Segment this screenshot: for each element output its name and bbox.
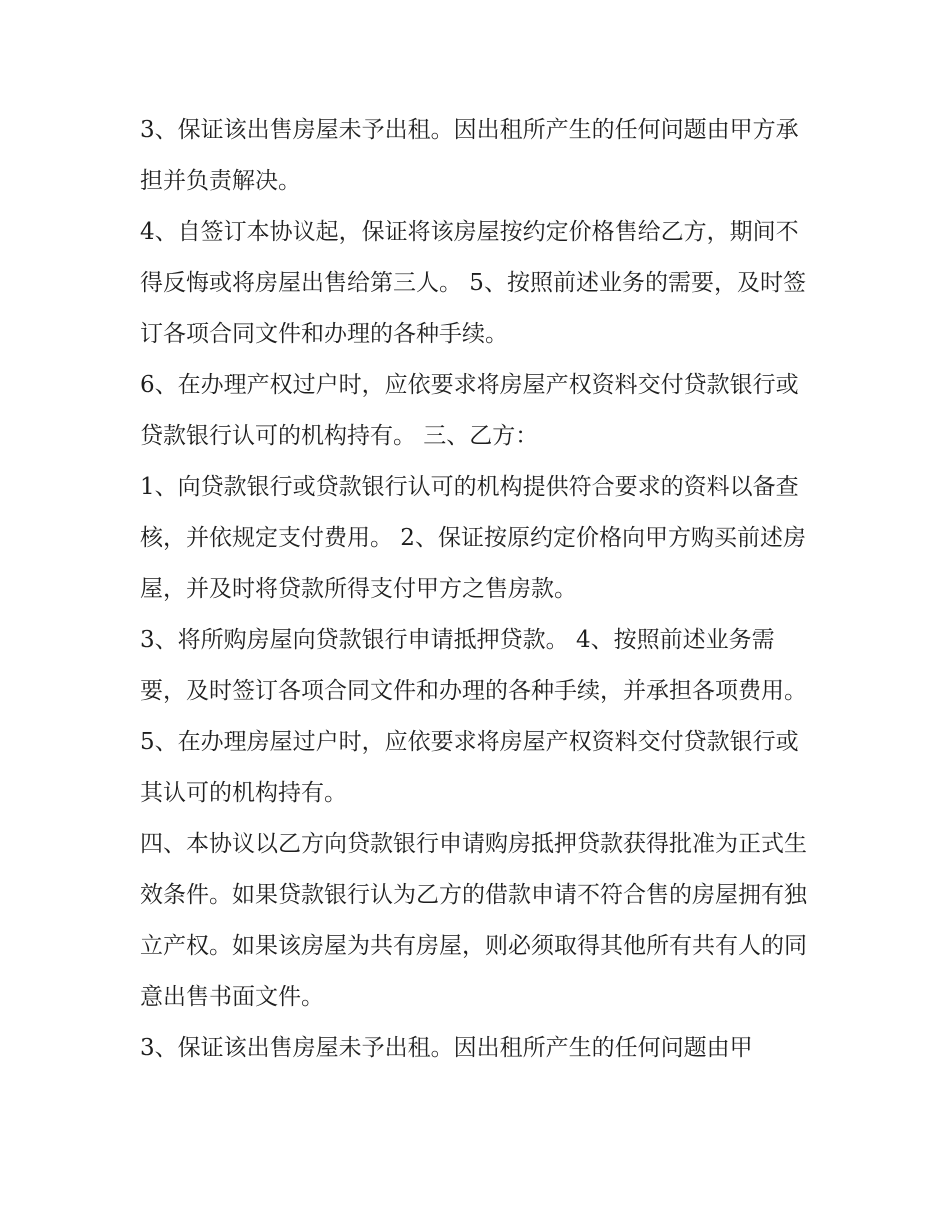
paragraph-title-transfer: 6、在办理产权过户时，应依要求将房屋产权资料交付贷款银行或贷款银行认可的机构持有。 三、乙方： bbox=[140, 372, 799, 449]
paragraph-effective-condition: 四、本协议以乙方向贷款银行申请购房抵押贷款获得批准为正式生效条件。如果贷款银行认为乙方的借款申请不符合售的房屋拥有独立产权。如果该房屋为共有房屋，则必须取得其他所有共有人的同意出售书面文件。 bbox=[140, 831, 807, 1010]
paragraph-buyer-transfer: 5、在办理房屋过户时，应依要求将房屋产权资料交付贷款银行或其认可的机构持有。 bbox=[140, 729, 799, 806]
document-body bbox=[140, 105, 820, 1074]
paragraph-mortgage-application: 3、将所购房屋向贷款银行申请抵押贷款。 4、按照前述业务需要，及时签订各项合同文件和办理的各种手续，并承担各项费用。 bbox=[140, 627, 807, 704]
paragraph-buyer-documents: 1、向贷款银行或贷款银行认可的机构提供符合要求的资料以备查核，并依规定支付费用。 2、保证按原约定价格向甲方购买前述房屋，并及时将贷款所得支付甲方之售房款。 bbox=[140, 474, 806, 602]
paragraph-price-commitment: 4、自签订本协议起，保证将该房屋按约定价格售给乙方，期间不得反悔或将房屋出售给第三人。 5、按照前述业务的需要，及时签订各项合同文件和办理的各种手续。 bbox=[140, 219, 806, 347]
paragraph-landlord-no-lease: 3、保证该出售房屋未予出租。因出租所产生的任何问题由甲方承担并负责解决。 bbox=[140, 117, 799, 194]
paragraph-repeated-no-lease: 3、保证该出售房屋未予出租。因出租所产生的任何问题由甲 bbox=[140, 1035, 753, 1061]
